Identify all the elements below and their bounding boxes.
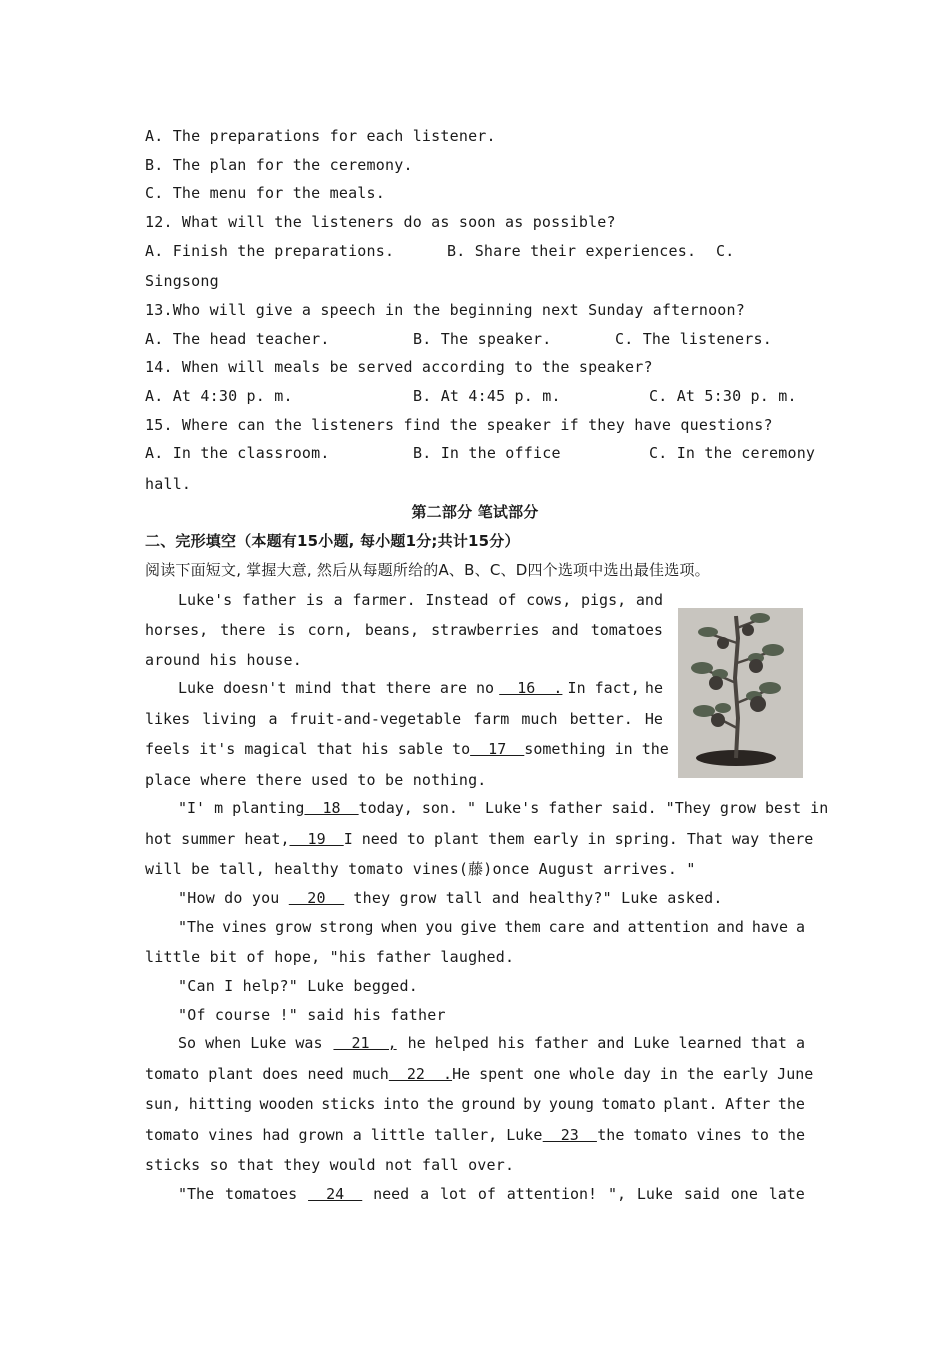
blank-24: 24: [308, 1185, 363, 1203]
passage-word: he: [644, 679, 663, 697]
passage-line-16: [178, 1033, 805, 1053]
passage-word: horses,: [145, 621, 209, 639]
passage-word: I need to plant them early in spring. That way there: [343, 830, 814, 848]
q11-option-b: B. The plan for the ceremony.: [145, 156, 413, 174]
passage-word: them: [504, 918, 541, 936]
passage-line-13: little bit of hope, "his father laughed.: [145, 948, 515, 966]
passage-word: ",: [607, 1185, 626, 1203]
passage-word: give: [460, 918, 497, 936]
q15-option-c-continued: hall.: [145, 475, 192, 493]
q11-option-c: C. The menu for the meals.: [145, 184, 385, 202]
passage-word: ground: [461, 1095, 516, 1113]
passage-word: need: [373, 1185, 410, 1203]
q13-option-a: A. The head teacher.: [145, 330, 330, 348]
passage-line-10: will be tall, healthy tomato vines(藤)once August arrives. ": [145, 860, 696, 878]
passage-word: likes: [145, 710, 191, 728]
passage-word: pigs,: [581, 591, 627, 609]
passage-word: of: [498, 591, 517, 609]
passage-word: something in the: [524, 740, 669, 758]
passage-word: feels it's magical that his sable to: [145, 740, 471, 758]
passage-word: into: [383, 1095, 420, 1113]
passage-word: wooden: [259, 1095, 314, 1113]
passage-word: today, son. " Luke's father said. "They grow best in: [358, 799, 829, 817]
passage-word: beans,: [364, 621, 420, 639]
passage-word: the tomato vines to the: [597, 1126, 805, 1144]
question-15: 15. Where can the listeners find the speaker if they have questions?: [145, 416, 773, 434]
q12-option-c-continued: Singsong: [145, 272, 219, 290]
passage-word: by: [523, 1095, 542, 1113]
q13-option-b: B. The speaker.: [413, 330, 552, 348]
blank-20: 20: [288, 889, 345, 907]
q12-option-c: C.: [716, 242, 735, 260]
passage-word: is: [277, 621, 296, 639]
passage-line-2: [145, 620, 663, 640]
passage-word: farmer.: [352, 591, 416, 609]
passage-word: tomato vines had grown a little taller, Luke: [145, 1126, 543, 1144]
passage-word: cows,: [526, 591, 572, 609]
blank-23: 23: [542, 1126, 597, 1144]
passage-word: tomato: [601, 1095, 656, 1113]
blank-18: 18: [304, 799, 359, 817]
passage-word: living: [202, 710, 257, 728]
passage-word: one: [730, 1185, 758, 1203]
passage-line-21: [178, 1184, 805, 1204]
q11-option-a: A. The preparations for each listener.: [145, 127, 496, 145]
passage-word: and: [592, 918, 620, 936]
blank-22: 22 .: [388, 1065, 453, 1083]
passage-word: hot summer heat,: [145, 830, 290, 848]
passage-word: grow: [275, 918, 312, 936]
passage-line-1: [178, 590, 663, 610]
passage-word: strong: [319, 918, 374, 936]
passage-word: In fact,: [567, 679, 640, 697]
passage-word: said: [683, 1185, 720, 1203]
passage-word: tomatoes: [590, 621, 663, 639]
q12-option-a: A. Finish the preparations.: [145, 242, 395, 260]
blank-21: 21 ,: [333, 1034, 397, 1052]
passage-word: much: [521, 710, 558, 728]
passage-word: and: [716, 918, 744, 936]
passage-line-6: [145, 739, 669, 759]
passage-word: strawberries: [431, 621, 540, 639]
passage-word: late: [768, 1185, 805, 1203]
q14-option-a: A. At 4:30 p. m.: [145, 387, 293, 405]
passage-word: Luke: [636, 1185, 673, 1203]
passage-word: the: [426, 1095, 454, 1113]
passage-line-12: [178, 917, 805, 937]
passage-word: After: [725, 1095, 771, 1113]
passage-word: there: [220, 621, 266, 639]
passage-word: he helped his father and Luke learned that a: [407, 1034, 805, 1052]
passage-word: attention!: [506, 1185, 598, 1203]
section-title: 第二部分 笔试部分: [411, 503, 539, 521]
passage-line-8: [178, 798, 829, 818]
passage-word: He spent one whole day in the early June: [452, 1065, 814, 1083]
passage-word: better.: [569, 710, 633, 728]
passage-line-9: [145, 829, 814, 849]
passage-word: plant.: [663, 1095, 718, 1113]
passage-word: and: [551, 621, 579, 639]
passage-word: a: [420, 1185, 430, 1203]
passage-word: Luke's: [178, 591, 233, 609]
q15-option-b: B. In the office: [413, 444, 561, 462]
passage-word: father: [241, 591, 297, 609]
passage-word: farm: [473, 710, 510, 728]
passage-word: corn,: [307, 621, 353, 639]
passage-word: is: [305, 591, 324, 609]
passage-word: young: [548, 1095, 594, 1113]
passage-line-5: [145, 709, 663, 729]
passage-text: they grow tall and healthy?" Luke asked.: [344, 889, 723, 907]
passage-word: care: [548, 918, 585, 936]
passage-word: tomato plant does need much: [145, 1065, 389, 1083]
passage-word: He: [644, 710, 663, 728]
passage-word: a: [268, 710, 278, 728]
passage-line-17: [145, 1064, 814, 1084]
blank-17: 17: [470, 740, 525, 758]
q14-option-c: C. At 5:30 p. m.: [649, 387, 797, 405]
passage-word: vines: [222, 918, 268, 936]
passage-word: of: [477, 1185, 496, 1203]
passage-word: have: [751, 918, 789, 936]
passage-line-11: [178, 888, 723, 908]
passage-line-20: sticks so that they would not fall over.: [145, 1156, 515, 1174]
passage-line-7: place where there used to be nothing.: [145, 771, 487, 789]
passage-word: when: [381, 918, 418, 936]
blank-19: 19: [289, 830, 344, 848]
passage-line-18: [145, 1094, 805, 1114]
passage-word: a: [795, 918, 805, 936]
passage-word: "I' m planting: [178, 799, 305, 817]
passage-word: So when Luke was: [178, 1034, 323, 1052]
passage-word: "The: [178, 1185, 215, 1203]
question-12: 12. What will the listeners do as soon as possible?: [145, 213, 616, 231]
passage-word: you: [425, 918, 453, 936]
passage-word: sticks: [321, 1095, 376, 1113]
q12-option-b: B. Share their experiences.: [447, 242, 697, 260]
passage-word: a: [333, 591, 343, 609]
passage-word: sun,: [145, 1095, 182, 1113]
q15-option-a: A. In the classroom.: [145, 444, 330, 462]
question-13: 13.Who will give a speech in the beginning next Sunday afternoon?: [145, 301, 745, 319]
passage-word: lot: [439, 1185, 468, 1203]
tomato-plant-image: [678, 608, 803, 778]
passage-text: "How do you: [178, 889, 289, 907]
q15-option-c: C. In the ceremony: [649, 444, 816, 462]
q13-option-c: C. The listeners.: [615, 330, 772, 348]
passage-line-15: "Of course !" said his father: [178, 1006, 446, 1024]
passage-word: and: [635, 591, 663, 609]
passage-line-14: "Can I help?" Luke begged.: [178, 977, 418, 995]
passage-word: attention: [627, 918, 709, 936]
passage-word: Instead: [425, 591, 489, 609]
passage-word: tomatoes: [224, 1185, 298, 1203]
passage-word: "The: [178, 918, 215, 936]
passage-word: the: [777, 1095, 805, 1113]
q14-option-b: B. At 4:45 p. m.: [413, 387, 561, 405]
passage-word: Luke doesn't mind that there are no: [178, 679, 495, 697]
blank-16: 16 .: [499, 679, 563, 697]
passage-line-4: [178, 678, 663, 698]
passage-line-3: around his house.: [145, 651, 302, 669]
passage-word: fruit-and-vegetable: [289, 710, 462, 728]
cloze-heading: 二、完形填空（本题有15小题, 每小题1分;共计15分）: [145, 532, 520, 550]
question-14: 14. When will meals be served according to the speaker?: [145, 358, 653, 376]
passage-line-19: [145, 1125, 805, 1145]
passage-word: hitting: [188, 1095, 252, 1113]
cloze-instruction: 阅读下面短文, 掌握大意, 然后从每题所给的A、B、C、D四个选项中选出最佳选项。: [145, 561, 710, 579]
